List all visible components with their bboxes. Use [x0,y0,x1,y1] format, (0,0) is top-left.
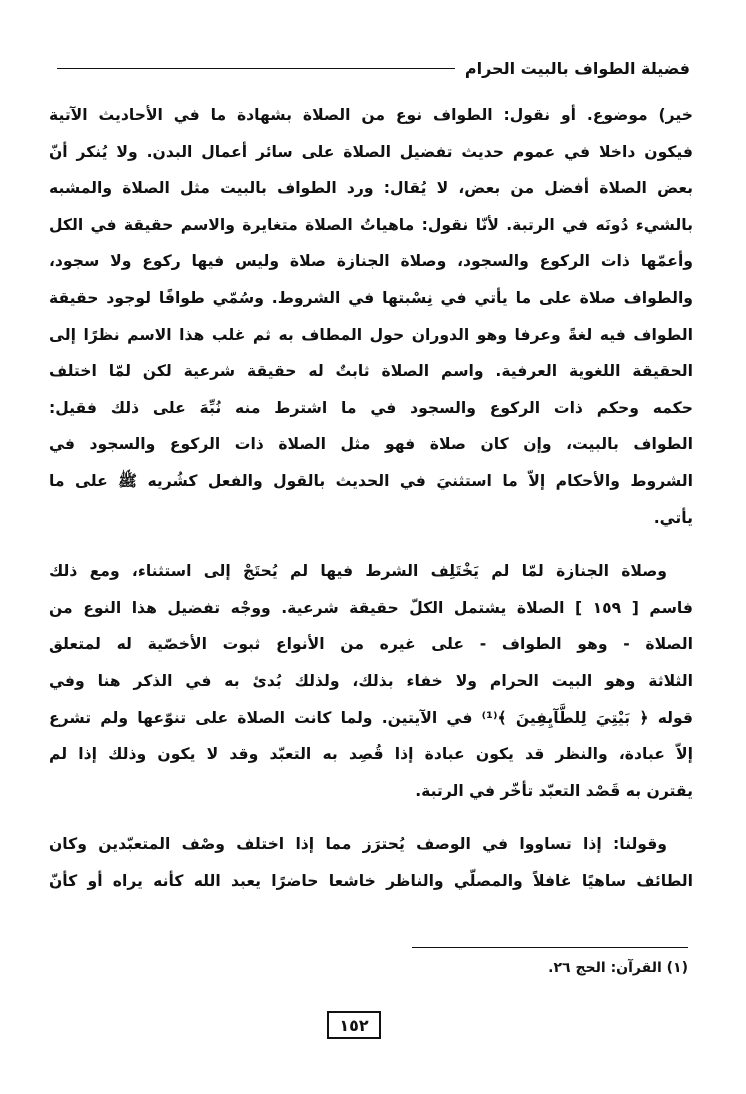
text-line: الطائف ساهيًا غافلاً والمصلّي والناظر خاشعا حاضرًا يعبد الله كأنه يراه أو كأنّ [49,871,693,890]
text-line: الصلاة - وهو الطواف - على غيره من الأنواع ثبوت الأخصّية له لمتعلق [49,635,693,654]
paragraph-gap [49,809,693,826]
text-line: فيكون داخلا في عموم حديث تفضيل الصلاة على سائر أعمال البدن. ولا يُنكر أنّ [49,142,693,161]
footnote: (١) القرآن: الحج ٢٦. [548,960,688,976]
text-line: الطواف بالبيت، وإن كان صلاة فهو مثل الصلاة ذات الركوع والسجود في [49,435,693,454]
paragraph-gap [49,536,693,553]
text-line: بالشيء دُونَه في الرتبة. لأنّا نقول: ماهياتُ الصلاة متغايرة والاسم حقيقة في الكل [49,215,693,234]
text-line: إلاّ عبادة، والنظر قد يكون عبادة إذا قُصِد به التعبّد وقد لا يكون وذلك إذا لم [49,745,693,764]
text-line: الشروط والأحكام إلاّ ما استثنيَ في الحديث بالقول والفعل كشُريه ﷺ على ما [49,471,693,490]
text-line: وقولنا: إذا تساووا في الوصف يُحترَز مما إذا اختلف وصْف المتعبّدين وكان [49,835,667,854]
paragraph-3 [49,826,693,899]
text-line: حكمه وحكم ذات الركوع والسجود في ما اشترط منه نُبِّهَ على ذلك فقيل: [49,398,693,417]
page-number: ١٥٢ [327,1011,381,1039]
header-rule [57,68,455,69]
footnote-rule [412,947,688,948]
text-line: يأتي. [653,508,693,527]
text-line: والطواف صلاة على ما يأتي في نِسْبتها في الشروط. وسُمّي طوافًا لوجود حقيقة [49,288,693,307]
text-line: خير) موضوع. أو نقول: الطواف نوع من الصلاة بشهادة ما في الأحاديث الآتية [49,106,693,124]
page-header [55,50,690,86]
text-line: بعض الصلاة أفضل من بعض، لا يُقال: ورد الطواف بالبيت مثل الصلاة والمشبه [49,179,693,198]
text-line: الحقيقة اللغوية العرفية. واسم الصلاة ثابتٌ له حقيقة شرعية لكن لمّا اختلف [49,362,693,381]
text-line: الطواف فيه لغةً وعرفا وهو الدوران حول المطاف به ثم غلب هذا الاسم نظرًا إلى [49,325,693,344]
text-line: فاسم [ ١٥٩ ] الصلاة يشتمل الكلّ حقيقة شرعية. ووجْه تفضيل هذا النوع من [49,598,693,617]
text-line: وصلاة الجنازة لمّا لم يَخْتَلِف الشرط فيها لم يُحتَجْ إلى استثناء، ومع ذلك [49,562,667,581]
text-line: وأعمّها ذات الركوع والسجود، وصلاة الجنازة صلاة وليس فيها ركوع ولا سجود، [49,252,693,271]
paragraph-2 [49,553,693,809]
text-line: يقترن به قَصْد التعبّد تأخّر في الرتبة. [415,781,693,800]
running-title: فضيلة الطواف بالبيت الحرام [464,58,690,78]
text-line: الثلاثة وهو البيت الحرام ولا خفاء بذلك، ولذلك بُدئ به في الذكر هنا وفي [49,671,693,690]
main-text [49,97,693,899]
text-line: قوله ﴿ بَيْتِيَ لِلطَّآيِفِينَ ﴾⁽¹⁾ في الآيتين. ولما كانت الصلاة على تنوّعها ولم تشرع [49,708,693,727]
paragraph-1 [49,97,693,536]
